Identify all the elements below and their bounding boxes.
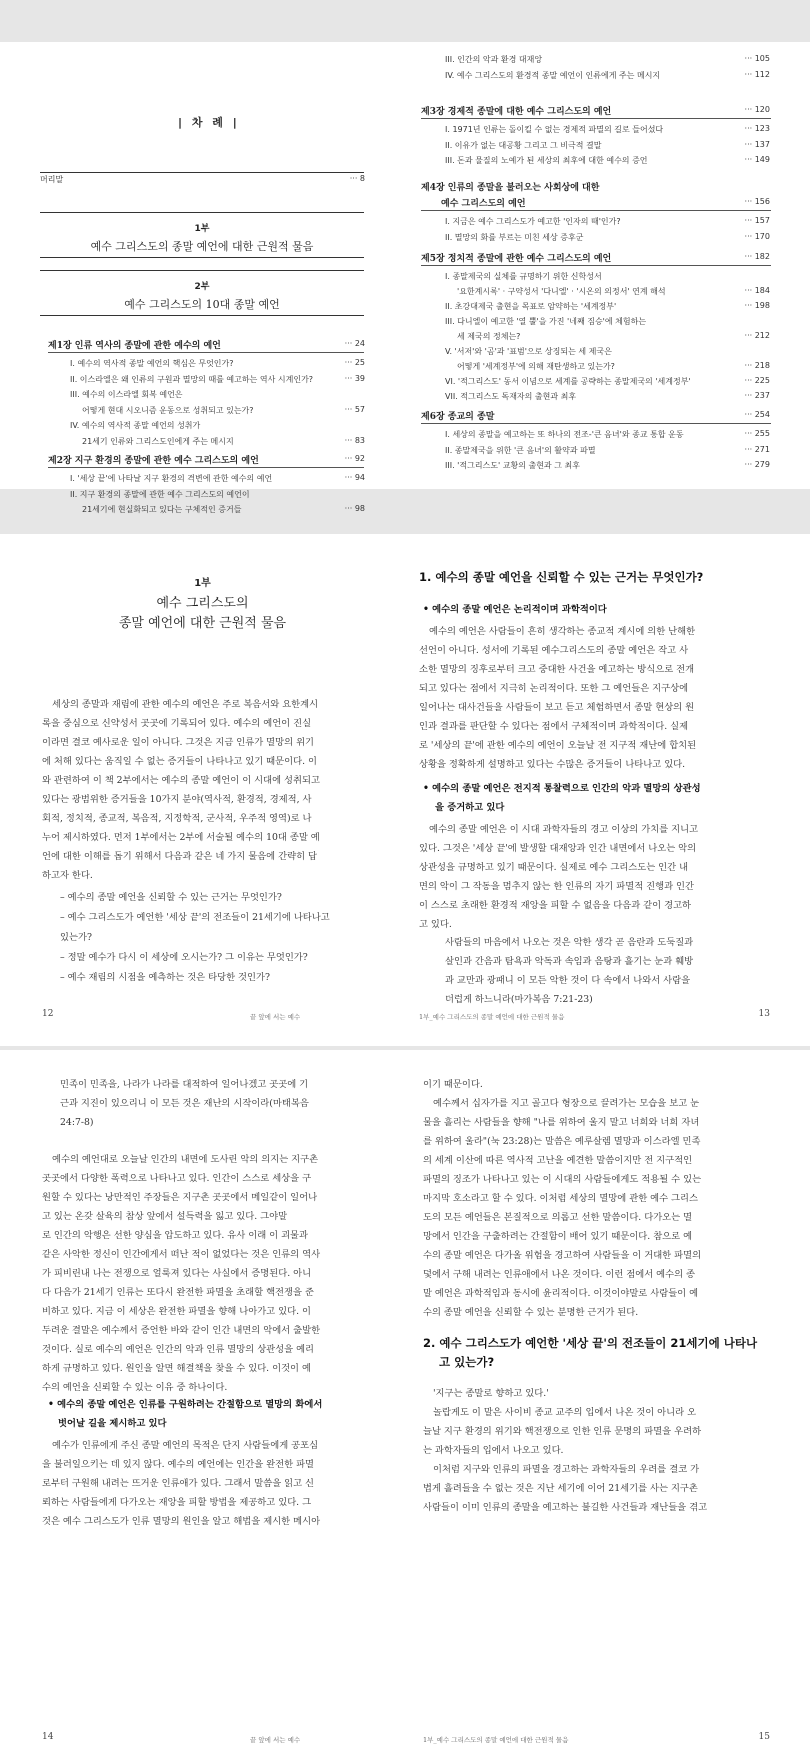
text-line: 수의 종말 예언을 신뢰할 수 있는 분명한 근거가 된다.	[423, 1307, 639, 1318]
subheading-salvation-line2: 벗어날 길을 제시하고 있다	[58, 1418, 167, 1429]
toc-item-label: I. 예수의 역사적 종말 예언의 핵심은 무엇인가?	[70, 359, 234, 368]
text-line: 사람들이 이미 인류의 종말을 예고하는 불길한 사건들과 재난들을 겪고	[423, 1502, 708, 1513]
text-line: 가 피비린내 나는 전쟁으로 얼룩져 있다는 사실에서 증명된다. 아니	[42, 1268, 312, 1279]
text-line: 망에서 인간을 구출하려는 간절함이 배어 있기 때문이다. 참으로 예	[423, 1231, 693, 1242]
text-line: 비하고 있다. 지금 이 세상은 완전한 파멸을 향해 나아가고 있다. 이	[42, 1306, 311, 1317]
toc-item-label: IV. 예수 그리스도의 환경적 종말 예언이 인류에게 주는 메시지	[445, 71, 661, 80]
toc-item-label: 세 제국의 정체는?	[457, 332, 521, 341]
page-12-question-list	[60, 888, 380, 988]
text-line: 예수의 종말 예언은 이 시대 과학자들의 경고 이상의 가치를 지니고	[429, 824, 699, 835]
text-line: 예수의 예언대로 오늘날 인간의 내면에 도사린 악의 의지는 지구촌	[52, 1154, 319, 1165]
text-line: 면의 악이 그 작동을 멈추지 않는 한 인류의 자기 파멸적 진행과 인간	[419, 881, 694, 892]
toc-item-page: ··· 255	[744, 429, 770, 438]
text-line: 곳곳에서 다양한 폭력으로 나타나고 있다. 인간이 스스로 세상을 구	[42, 1173, 312, 1184]
toc-item-label: II. 초강대제국 출현을 목표로 암약하는 '세계정부'	[445, 302, 617, 311]
toc-left-page	[0, 42, 405, 514]
text-line: 하게 규명하고 있다. 원인을 알면 해결책을 찾을 수 있다. 이것이 예	[42, 1363, 311, 1374]
toc-part2-num: 2부	[194, 282, 210, 292]
page-13	[405, 534, 810, 1046]
page-15-body-1	[423, 1075, 773, 1322]
toc-right-page	[405, 42, 810, 489]
toc-item-label: II. 이스라엘은 왜 인류의 구원과 멸망의 때를 예고하는 역사 시계인가?	[70, 374, 314, 384]
text-line: 와 관련하여 이 책 2부에서는 예수의 종말 예언이 이 시대에 성취되고	[42, 775, 320, 786]
toc-item-label: III. 다니엘이 예고한 '열 뿔'을 가진 '네째 짐승'에 체험하는	[445, 317, 647, 326]
page-13-body-1	[419, 622, 771, 774]
toc-item-page: ··· 94	[344, 473, 365, 482]
text-line: 예수의 예언은 사람들이 흔히 생각하는 종교적 계시에 의한 난해한	[429, 626, 696, 637]
toc-item-page: ··· 105	[744, 54, 770, 63]
toc-chapter6-page: ··· 254	[744, 410, 770, 419]
text-line: 상관성을 규명하고 있기 때문이다. 실제로 예수 그리스도는 인간 내	[419, 862, 689, 873]
toc-item-page: ··· 149	[744, 155, 770, 164]
toc-item-page: ··· 137	[744, 139, 770, 149]
text-line: 수의 종말 예언은 다가올 위험을 경고하여 사람들을 이 거대한 파멸의	[423, 1250, 702, 1261]
chapter-rule	[421, 423, 771, 424]
toc-item-label: I. 지금은 예수 그리스도가 예고한 '인자의 때'인가?	[445, 217, 621, 226]
toc-item-label: I. 1971년 인류는 돌이킬 수 없는 경제적 파멸의 길로 들어섰다	[445, 125, 664, 134]
text-line: – 정말 예수가 다시 이 세상에 오시는가? 그 이유는 무엇인가?	[60, 952, 308, 963]
toc-item-page: ··· 184	[744, 286, 770, 295]
text-line: 는 과학자들의 입에서 나오고 있다.	[423, 1445, 564, 1456]
toc-item-label: I. 세상의 종말을 예고하는 또 하나의 전조-'큰 음녀'와 종교 통합 운동	[445, 430, 684, 439]
text-line: 하고자 한다.	[42, 870, 93, 881]
section-heading-1: 1. 예수의 종말 예언을 신뢰할 수 있는 근거는 무엇인가?	[419, 570, 704, 584]
text-line: '지구는 종말로 향하고 있다.'	[433, 1388, 549, 1399]
toc-part1-num: 1부	[194, 224, 210, 234]
part-title-line1: 예수 그리스도의	[156, 596, 249, 611]
toc-part2-title: 예수 그리스도의 10대 종말 예언	[124, 298, 280, 311]
text-line: 예수가 인류에게 주신 종말 예언의 목적은 단지 사람들에게 공포심	[52, 1440, 319, 1451]
text-line: 를 위하여 울라"(눅 23:28)는 말씀은 예루살렘 멸망과 이스라엘 민족	[423, 1136, 701, 1147]
page-number: 12	[42, 1009, 54, 1019]
toc-item-page: ··· 157	[744, 216, 770, 225]
text-line: 더럽게 하느니라(마가복음 7:21-23)	[445, 994, 593, 1005]
subheading-insight-line2: 을 증거하고 있다	[435, 802, 505, 813]
text-line: 원할 수 있다는 낭만적인 주장들은 지구촌 곳곳에서 메일같이 일어나	[42, 1192, 318, 1203]
text-line: 파멸의 징조가 나타나고 있는 이 시대의 사람들에게도 적용될 수 있는	[423, 1174, 702, 1185]
toc-item-page: ··· 170	[744, 231, 770, 241]
toc-item-page: ··· 271	[744, 444, 770, 454]
toc-chapter5: 제5장 정치적 종말에 관한 예수 그리스도의 예언	[421, 254, 612, 264]
page-14	[0, 1050, 405, 1762]
toc-item-label: I. '세상 끝'에 나타날 지구 환경의 격변에 관한 예수의 예언	[70, 474, 273, 483]
toc-preface-page: ··· 8	[349, 174, 365, 183]
toc-item-label: III. 인간의 악과 환경 대재앙	[445, 55, 543, 64]
text-line: 록을 중심으로 신약성서 곳곳에 기록되어 있다. 예수의 예언이 진실	[42, 718, 312, 729]
text-line: 고 있다.	[419, 919, 452, 930]
toc-item-label: 21세기에 현실화되고 있다는 구체적인 증거들	[82, 505, 242, 514]
toc-chapter4-page: ··· 156	[744, 197, 770, 206]
text-line: 과 교만과 광패니 이 모든 악한 것이 다 속에서 나와서 사람을	[445, 975, 691, 986]
toc-part2-box	[40, 270, 364, 316]
toc-item-label: III. '적그리스도' 교황의 출현과 그 최후	[445, 461, 580, 470]
text-line: 덫에서 구해 내려는 인류애에서 나온 것이다. 이런 점에서 예수의 종	[423, 1269, 696, 1280]
chapter-rule	[421, 210, 771, 211]
toc-item-page: ··· 198	[744, 301, 770, 310]
text-line: 로 인간의 악행은 선한 양심을 압도하고 있다. 유사 이래 이 괴물과	[42, 1230, 309, 1241]
text-line: 되고 있다는 점에서 지극히 논리적이다. 또한 그 예언들은 지구상에	[419, 683, 689, 694]
spread-pages-14-15	[0, 1050, 810, 1762]
toc-item-page: ··· 57	[344, 404, 365, 414]
text-line: 24:7-8)	[60, 1117, 94, 1128]
toc-chapter3-page: ··· 120	[744, 105, 770, 114]
toc-item-label: III. 돈과 물질의 노예가 된 세상의 최후에 대한 예수의 증언	[445, 156, 648, 165]
toc-item-page: ··· 25	[344, 358, 365, 367]
page-14-scripture-quote	[60, 1075, 380, 1132]
text-line: 것은 예수 그리스도가 인류 멸망의 원인을 알고 해법을 제시한 메시아	[42, 1516, 321, 1527]
toc-item-label: I. 종말제국의 실체를 규명하기 위한 신학성서	[445, 272, 602, 281]
toc-item-label: '요한계시록' · 구약성서 '다니엘' · '시온의 의정서' 연계 해석	[457, 287, 666, 296]
text-line: 말 예언은 과학적임과 동시에 윤리적이다. 이것이야말로 사람들이 예	[423, 1288, 699, 1299]
text-line: 늘날 지구 환경의 위기와 핵전쟁으로 인한 인류 문명의 파멸을 우려하	[423, 1426, 702, 1437]
toc-chapter6: 제6장 종교의 종말	[421, 412, 495, 422]
page-number: 14	[42, 1732, 54, 1742]
part-title-line2: 종말 예언에 대한 근원적 물음	[118, 616, 287, 631]
page-15-body-2	[423, 1384, 773, 1517]
text-line: 일어나는 대사건들을 사람들이 보고 듣고 체험하면서 종말 현상의 원	[419, 702, 695, 713]
text-line: 근과 지진이 있으리니 이 모든 것은 재난의 시작이라(마태복음	[60, 1098, 309, 1109]
toc-item-page: ··· 218	[744, 361, 770, 370]
toc-item-label: II. 이유가 없는 대공황 그리고 그 비극적 결말	[445, 140, 602, 150]
text-line: 있다는 광범위한 증거들을 10가지 분야(역사적, 환경적, 경제적, 사	[42, 794, 312, 805]
subheading-logical: • 예수의 종말 예언은 논리적이며 과학적이다	[423, 604, 607, 615]
section-heading-2-line2: 고 있는가?	[439, 1355, 495, 1369]
toc-preface-label: 머리말	[40, 175, 64, 184]
toc-chapter5-page: ··· 182	[744, 252, 770, 261]
page-12-body	[42, 695, 376, 885]
text-line: 고 있는 온갖 살육의 참상 앞에서 설득력을 잃고 있다. 그야말	[42, 1211, 288, 1222]
text-line: 회적, 정치적, 종교적, 복음적, 지정학적, 군사적, 우주적 영역)로 나	[42, 813, 312, 824]
text-line: 도의 모든 예언들은 본질적으로 의롭고 선한 말씀이다. 다가오는 멸	[423, 1212, 693, 1223]
toc-item-page: ··· 98	[344, 504, 365, 513]
text-line: 있는가?	[60, 932, 92, 943]
toc-part1-title: 예수 그리스도의 종말 예언에 대한 근원적 물음	[90, 240, 314, 253]
text-line: 이처럼 지구와 인류의 파멸을 경고하는 과학자들의 우려를 결코 가	[433, 1464, 700, 1475]
toc-item-page: ··· 83	[344, 435, 365, 445]
toc-item-label: 21세기 인류와 그리스도인에게 주는 메시지	[82, 436, 234, 446]
toc-item-page: ··· 39	[344, 373, 365, 383]
text-line: 있다. 그것은 '세상 끝'에 발생할 대재앙과 인간 내면에서 나오는 악의	[419, 843, 697, 854]
text-line: 로 '세상의 끝'에 관한 예수의 예언이 오늘날 전 지구적 재난에 합치된	[419, 740, 697, 751]
text-line: 뢰하는 사람들에게 다가오는 재앙을 피할 방법을 제공하고 있다. 그	[42, 1497, 312, 1508]
text-line: 에 처해 있다는 움직일 수 없는 증거들이 나타나고 있기 때문이다. 이	[42, 756, 317, 767]
running-head: 1부_예수 그리스도의 종말 예언에 대한 근원적 물음	[419, 1013, 565, 1021]
text-line: 누어 제시하였다. 먼저 1부에서는 2부에 서술될 예수의 10대 종말 예	[42, 832, 320, 843]
section-heading-2-line1: 2. 예수 그리스도가 예언한 '세상 끝'의 전조들이 21세기에 나타나	[423, 1336, 758, 1350]
page-13-body-2	[419, 820, 771, 934]
toc-item-label: VI. '적그리스도' 동서 이념으로 세계를 공략하는 종말제국의 '세계정부'	[445, 377, 691, 386]
toc-item-page: ··· 123	[744, 124, 770, 133]
page-number: 13	[758, 1009, 770, 1019]
toc-item-page: ··· 279	[744, 460, 770, 469]
text-line: 인과 결과를 판단할 수 있다는 점에서 구체적이며 과학적이다. 실제	[419, 721, 689, 732]
toc-item-label: II. 멸망의 화를 부르는 미친 세상 증후군	[445, 232, 584, 242]
toc-item-label: II. 종말제국을 위한 '큰 음녀'의 활약과 파멸	[445, 445, 596, 455]
text-line: 마지막 호소라고 할 수 있다. 이처럼 세상의 멸망에 관한 예수 그리스	[423, 1193, 698, 1204]
toc-item-page: ··· 237	[744, 391, 770, 400]
text-line: 선언이 아니다. 성서에 기록된 예수그리스도의 종말 예언은 작고 사	[419, 645, 689, 656]
page-15	[405, 1050, 810, 1762]
text-line: – 예수 그리스도가 예언한 '세상 끝'의 전조들이 21세기에 나타나고	[60, 912, 330, 923]
text-line: – 예수의 종말 예언을 신뢰할 수 있는 근거는 무엇인가?	[60, 892, 282, 903]
toc-item-label: IV. 예수의 역사적 종말 예언의 성취가	[70, 421, 201, 430]
text-line: 이라면 결코 예사로운 일이 아니다. 그것은 지금 인류가 멸망의 위기	[42, 737, 315, 748]
toc-item-page: ··· 212	[744, 331, 770, 340]
subheading-insight-line1: • 예수의 종말 예언은 전지적 통찰력으로 인간의 악과 멸망의 상관성	[423, 783, 701, 794]
chapter-rule	[48, 467, 364, 468]
page-14-body-2	[42, 1436, 380, 1531]
running-head: 끝 앞에 서는 예수	[250, 1013, 301, 1021]
text-line: 소한 멸망의 징후로부터 크고 중대한 사건을 예고하는 방식으로 전개	[419, 664, 695, 675]
toc-item-label: III. 예수의 이스라엘 회복 예언은	[70, 390, 183, 399]
page-12	[0, 534, 405, 1046]
text-line: 살인과 간음과 탐욕과 악독과 속임과 음탕과 흘기는 눈과 훼방	[445, 956, 694, 967]
toc-item-label: VII. 적그리스도 독재자의 출현과 최후	[445, 392, 577, 401]
text-line: 예수께서 십자가를 지고 골고다 형장으로 끌려가는 모습을 보고 눈	[433, 1098, 700, 1109]
spread-pages-12-13	[0, 534, 810, 1046]
text-line: 수의 예언을 신뢰할 수 있는 이유 중 하나이다.	[42, 1382, 228, 1393]
toc-spread	[0, 42, 810, 514]
toc-chapter3: 제3장 경제적 종말에 대한 예수 그리스도의 예언	[421, 107, 612, 117]
text-line: 민족이 민족을, 나라가 나라를 대적하여 일어나겠고 곳곳에 기	[60, 1079, 309, 1090]
text-line: 로부터 구원해 내려는 뜨거운 인류애가 있다. 그래서 말씀을 읽고 신	[42, 1478, 315, 1489]
toc-item-label: V. '서저'와 '곰'과 '표범'으로 상징되는 세 제국은	[445, 347, 612, 356]
text-line: 것이다. 실로 예수의 예언은 인간의 악과 인류 멸망의 상관성을 예리	[42, 1344, 315, 1355]
text-line: 놀랍게도 이 말은 사이비 종교 교주의 입에서 나온 것이 아니라 오	[433, 1407, 697, 1418]
text-line: 두려운 결말은 예수께서 증언한 바와 같이 인간 내면의 악에서 출발한	[42, 1325, 321, 1336]
text-line: 이기 때문이다.	[423, 1079, 483, 1090]
toc-item-page: ··· 112	[744, 70, 770, 79]
text-line: 이 스스로 초래한 환경적 재앙을 피할 수 없음을 다음과 같이 경고하	[419, 900, 692, 911]
chapter-rule	[421, 265, 771, 266]
toc-title: | 차 례 |	[178, 116, 240, 129]
text-line: 을 불러일으키는 데 있지 않다. 예수의 예언에는 인간을 완전한 파멸	[42, 1459, 315, 1470]
toc-chapter1: 제1장 인류 역사의 종말에 관한 예수의 예언	[48, 341, 221, 351]
text-line: 사람들의 마음에서 나오는 것은 악한 생각 곧 음란과 도둑질과	[445, 937, 694, 948]
subheading-salvation-line1: • 예수의 종말 예언은 인류를 구원하려는 간절함으로 멸망의 화에서	[48, 1399, 323, 1410]
part-number: 1부	[194, 578, 211, 589]
toc-part1-box	[40, 212, 364, 258]
toc-chapter2: 제2장 지구 환경의 종말에 관한 예수 그리스도의 예언	[48, 456, 259, 466]
text-line: 의 세계 이산에 따른 역사적 고난을 예견한 말씀이지만 전 지구적인	[423, 1155, 693, 1166]
page-13-scripture-quote	[445, 933, 771, 1009]
running-head: 끝 앞에 서는 예수	[250, 1736, 301, 1744]
text-line: 물을 흘리는 사람들을 향해 "나를 위하여 울지 말고 너희와 너희 자녀	[423, 1117, 700, 1128]
running-head: 1부_예수 그리스도의 종말 예언에 대한 근원적 물음	[423, 1736, 569, 1744]
toc-item-label: 어떻게 현대 시오니즘 운동으로 성취되고 있는가?	[82, 405, 254, 415]
text-line: 언에 대한 이해를 돕기 위해서 다음과 같은 네 가지 물음에 간략히 답	[42, 851, 317, 862]
chapter-rule	[48, 352, 364, 353]
text-line: 볍게 흘려들을 수 없는 것은 지난 세기에 이어 21세기를 사는 지구촌	[423, 1483, 698, 1494]
toc-chapter1-page: ··· 24	[344, 339, 365, 348]
text-line: – 예수 재림의 시점을 예측하는 것은 타당한 것인가?	[60, 972, 270, 983]
page-14-body-1	[42, 1150, 380, 1397]
text-line: 같은 사악한 정신이 인간에게서 떠난 적이 없었다는 것은 인류의 역사	[42, 1249, 321, 1260]
toc-chapter4: 예수 그리스도의 예언	[441, 199, 526, 209]
toc-item-label: 어떻게 '세계정부'에 의해 재탄생하고 있는가?	[457, 362, 615, 371]
toc-item-page: ··· 225	[744, 376, 770, 385]
text-line: 상황을 정확하게 설명하고 있다는 수많은 증거들이 나타나고 있다.	[419, 759, 686, 770]
text-line: 세상의 종말과 재림에 관한 예수의 예언은 주로 복음서와 요한계시	[52, 699, 319, 710]
chapter-rule	[421, 118, 771, 119]
text-line: 다 다음가 21세기 인류는 또다시 완전한 파멸을 초래할 핵전쟁을 준	[42, 1287, 314, 1298]
divider	[40, 172, 364, 173]
page-number: 15	[758, 1732, 770, 1742]
toc-chapter2-page: ··· 92	[344, 454, 365, 463]
toc-item-label: II. 지구 환경의 종말에 관한 예수 그리스도의 예언이	[70, 489, 250, 499]
toc-chapter4-line1: 제4장 인류의 종말을 불러오는 사회상에 대한	[421, 183, 600, 193]
